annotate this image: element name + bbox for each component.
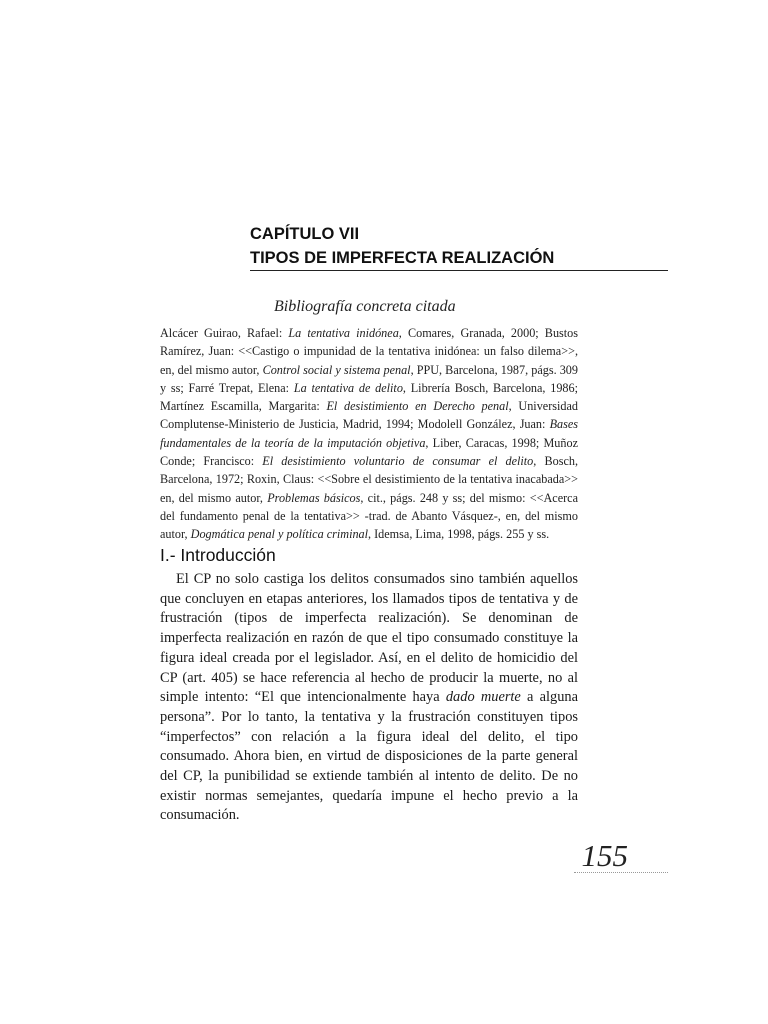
chapter-header	[250, 222, 668, 270]
section-body	[160, 570, 578, 826]
bibliography-heading: Bibliografía concreta citada	[274, 298, 456, 315]
bibliography-text	[160, 324, 578, 544]
text-segment: a alguna persona”. Por lo tanto, la tentativa y la frustración constituyen tipos “imperfectos” con relación a la figura ideal del delito, el tipo consumado. Ahora bien, en virtud de disposiciones de la parte general del CP, la punibilidad se extiende también al intento de delito. De no existir normas semejantes, quedaría impune el hecho previo a la consumación.	[160, 689, 579, 824]
chapter-divider	[250, 270, 668, 271]
text-segment: Alcácer Guirao, Rafael:	[160, 326, 289, 340]
text-segment: , Librería Bosch, Barcelona, 1986; Martínez Escamilla, Margarita:	[160, 380, 578, 414]
text-segment: , Universidad Complutense-Ministerio de Justicia, Madrid, 1994; Modolell González, Juan:	[160, 399, 578, 432]
section-heading: I.- Introducción	[160, 545, 276, 565]
italic-text-segment: El desistimiento en Derecho penal	[326, 399, 509, 414]
text-segment: , cit., págs. 248 y ss; del mismo: <<Acerca del fundamento penal de la tentativa>> -trad. de Abanto Vásquez-, en, del mismo autor,	[160, 490, 578, 542]
text-segment: , PPU, Barcelona, 1987, págs. 309 y ss; Farré Trepat, Elena:	[160, 362, 578, 395]
text-segment: , Idemsa, Lima, 1998, págs. 255 y ss.	[368, 527, 550, 542]
italic-text-segment: La tentativa de delito	[293, 380, 403, 395]
page-number-divider	[574, 872, 668, 873]
page-number: 155	[581, 838, 628, 873]
section-paragraph	[160, 570, 578, 826]
bibliography-paragraph	[160, 324, 578, 544]
text-segment: , Bosch, Barcelona, 1972; Roxin, Claus: <<Sobre el desistimiento de la tentativa inacabada>> en, del mismo autor,	[160, 454, 578, 505]
italic-text-segment: Dogmática penal y política criminal	[190, 527, 369, 542]
text-segment: El CP no solo castiga los delitos consumados sino también aquellos que concluyen en etapas anteriores, los llamados tipos de tentativa y de frustración (tipos de imperfecta realización). Se denominan de imperfecta realización en razón de que el tipo consumado constituye la figura ideal creada por el legislador. Así, en el delito de homicidio del CP (art. 405) se hace referencia al hecho de producir la muerte, no al simple intento: “El que intencionalmente haya	[160, 571, 578, 706]
italic-text-segment: dado muerte	[445, 689, 521, 706]
text-segment: , Liber, Caracas, 1998; Muñoz Conde; Francisco:	[160, 435, 578, 469]
text-segment: , Comares, Granada, 2000; Bustos Ramírez, Juan: <<Castigo o impunidad de la tentativa inidónea: un falso dilema>>, en, del mismo autor,	[160, 326, 578, 377]
italic-text-segment: Problemas básicos	[267, 490, 361, 505]
italic-text-segment: Bases fundamentales de la teoría de la imputación objetiva	[160, 417, 578, 450]
chapter-number: CAPÍTULO VII	[250, 225, 360, 243]
italic-text-segment: La tentativa inidónea	[288, 326, 399, 340]
italic-text-segment: El desistimiento voluntario de consumar el delito	[262, 454, 534, 469]
italic-text-segment: Control social y sistema penal	[262, 362, 411, 377]
chapter-title: TIPOS DE IMPERFECTA REALIZACIÓN	[250, 249, 555, 267]
